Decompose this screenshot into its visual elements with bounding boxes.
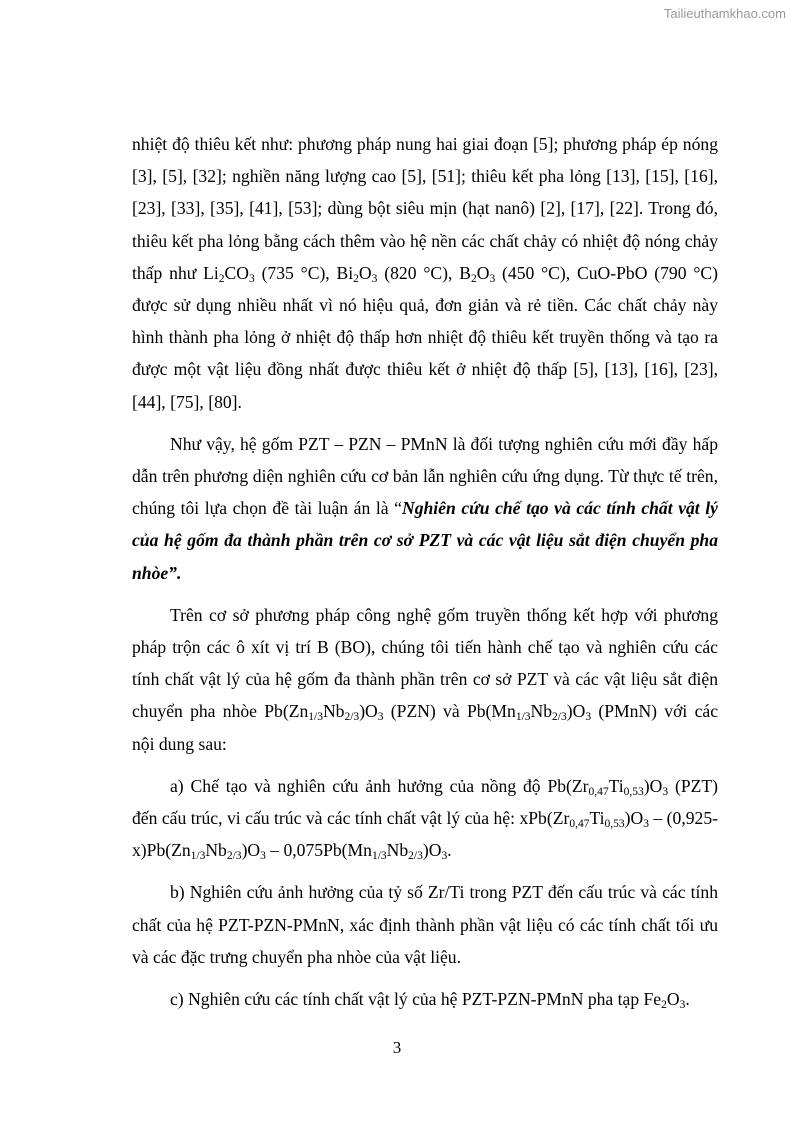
paragraph-1: nhiệt độ thiêu kết như: phương pháp nung hai giai đoạn [5]; phương pháp ép nóng [3], [5], [32]; nghiền năng lượng cao [5], [51]; thiêu kết pha lỏng [13], [15], [16], [23], [33], [35], [41], [53]; dùng bột siêu mịn (hạt nanô) [2], [17], [22]. Trong đó, thiêu kết pha lỏng bằng cách thêm vào hệ nền các chất chảy có nhiệt độ nóng chảy thấp như $Li_2CO_3$ (735 °C), $Bi_2O_3$ (820 °C), $B_2O_3$ (450 °C), CuO-PbO (790 °C) được sử dụng nhiều nhất vì nó hiệu quả, đơn giản và rẻ tiền. Các chất chảy này hình thành pha lỏng ở nhiệt độ thấp hơn nhiệt độ thiêu kết truyền thống và tạo ra được một vật liệu đồng nhất được thiêu kết ở nhiệt độ thấp [5], [13], [16], [23], [44], [75], [80]. <box>132 134 718 412</box>
thesis-title: Nghiên cứu chế tạo và các tính chất vật lý của hệ gốm đa thành phần trên cơ sở PZT và các vật liệu sắt điện chuyển pha nhòe”. <box>132 498 718 583</box>
paragraph-item-a: a) Chế tạo và nghiên cứu ảnh hưởng của nồng độ $Pb(Zr_{0,47}Ti_{0,53})O_3$ (PZT) đến cấu trúc, vi cấu trúc và các tính chất vật lý của hệ: $xPb(Zr_{0,47}Ti_{0,53})O_3 - (0,925-x)Pb(Zn_{1/3}Nb_{2/3})O_3 - 0,075Pb(Mn_{1/3}Nb_{2/3})O_3$. <box>132 775 718 863</box>
page-number: 3 <box>392 1038 402 1057</box>
paragraph-item-c: c) Nghiên cứu các tính chất vật lý của hệ PZT-PZN-PMnN pha tạp $Fe_2O_3$. <box>170 989 690 1012</box>
watermark: Tailieuthamkhao.com <box>663 6 786 21</box>
paragraph-2: Như vậy, hệ gốm PZT – PZN – PMnN là đối tượng nghiên cứu mới đầy hấp dẫn trên phương diện nghiên cứu cơ bản lẫn nghiên cứu ứng dụng. Từ thực tế trên, chúng tôi lựa chọn đề tài luận án là “Nghiên cứu chế tạo và các tính chất vật lý của hệ gốm đa thành phần trên cơ sở PZT và các vật liệu sắt điện chuyển pha nhòe”. <box>132 433 718 583</box>
paragraph-3: Trên cơ sở phương pháp công nghệ gốm truyền thống kết hợp với phương pháp trộn các ô xít vị trí B (BO), chúng tôi tiến hành chế tạo và nghiên cứu các tính chất vật lý của hệ gốm đa thành phần trên cơ sở PZT và các vật liệu sắt điện chuyển pha nhòe $Pb(Zn_{1/3}Nb_{2/3})O_3$ (PZN) và $Pb(Mn_{1/3}Nb_{2/3})O_3$ (PMnN) với các nội dung sau: <box>132 604 719 754</box>
paragraph-item-b: b) Nghiên cứu ảnh hưởng của tỷ số Zr/Ti trong PZT đến cấu trúc và các tính chất của hệ PZT-PZN-PMnN, xác định thành phần vật liệu có các tính chất tối ưu và các đặc trưng chuyển pha nhòe của vật liệu. <box>132 882 718 967</box>
document-body <box>132 128 718 1015</box>
